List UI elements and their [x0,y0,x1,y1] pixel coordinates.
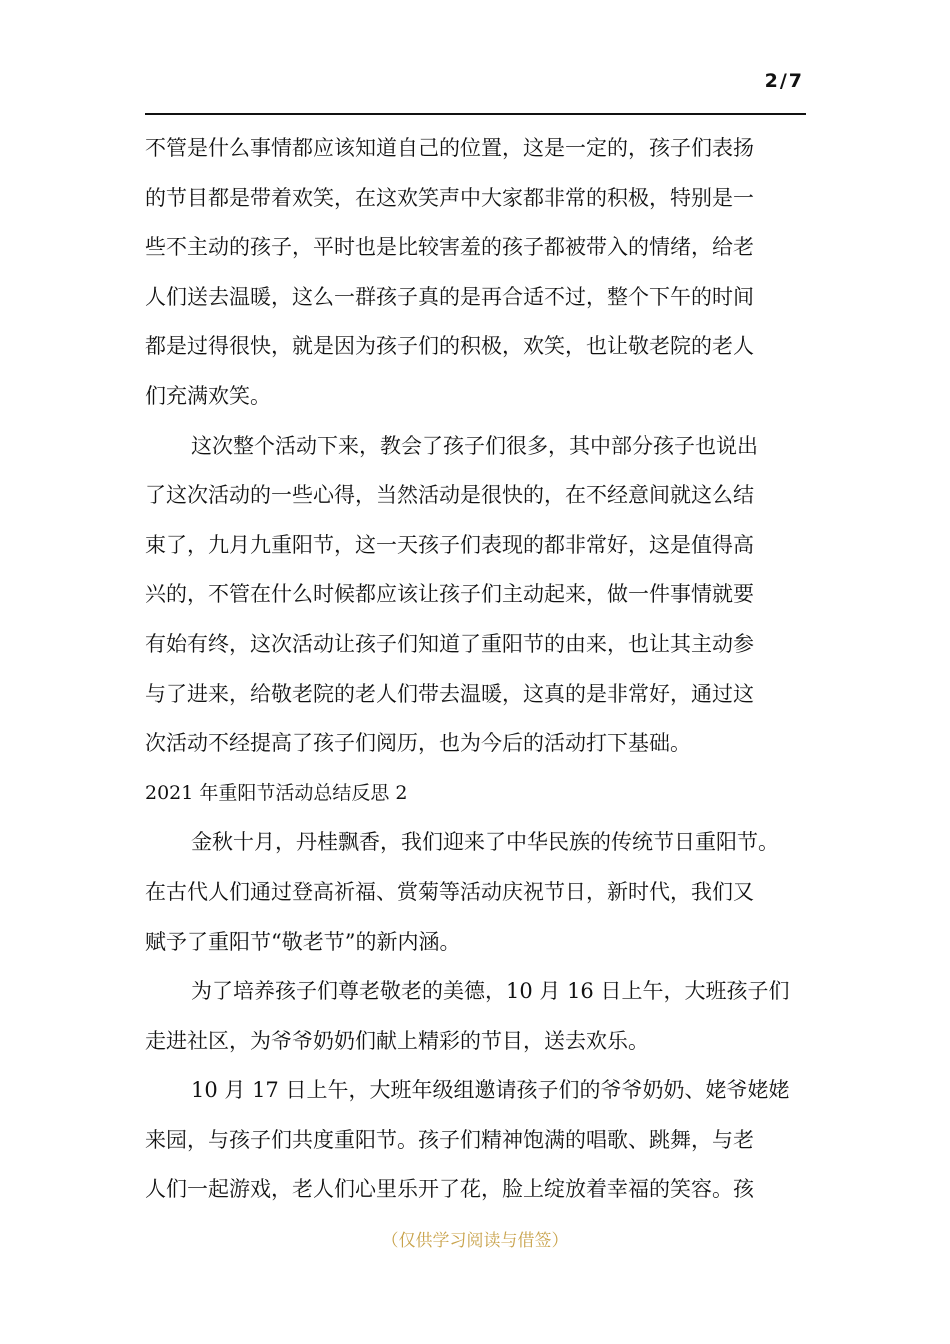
document-body [145,124,807,1215]
text-line: 人们送去温暖，这么一群孩子真的是再合适不过，整个下午的时间 [145,284,754,309]
text-line: 的节目都是带着欢笑，在这欢笑声中大家都非常的积极，特别是一 [145,185,754,210]
text-line: 赋予了重阳节“敬老节”的新内涵。 [145,929,461,954]
text-line: 不管是什么事情都应该知道自己的位置，这是一定的，孩子们表扬 [145,136,754,160]
text-line: 人们一起游戏，老人们心里乐开了花，脸上绽放着幸福的笑容。孩 [145,1177,754,1202]
text-line: 10 月 17 日上午，大班年级组邀请孩子们的爷爷奶奶、姥爷姥姥 [191,1078,790,1103]
section-heading: 2021 年重阳节活动总结反思 2 [145,781,408,804]
text-line: 次活动不经提高了孩子们阅历，也为今后的活动打下基础。 [145,731,691,756]
header-rule [145,113,806,115]
page-number: 2/7 [764,70,804,92]
text-line: 走进社区，为爷爷奶奶们献上精彩的节目，送去欢乐。 [145,1028,649,1053]
text-line: 有始有终，这次活动让孩子们知道了重阳节的由来，也让其主动参 [145,631,754,656]
text-line: 与了进来，给敬老院的老人们带去温暖，这真的是非常好，通过这 [145,681,754,706]
text-line: 这次整个活动下来，教会了孩子们很多，其中部分孩子也说出 [191,433,758,458]
text-line: 兴的，不管在什么时候都应该让孩子们主动起来，做一件事情就要 [145,582,754,607]
text-line: 束了，九月九重阳节，这一天孩子们表现的都非常好，这是值得高 [145,532,754,557]
text-line: 来园，与孩子们共度重阳节。孩子们精神饱满的唱歌、跳舞，与老 [145,1127,754,1152]
text-line: 了这次活动的一些心得，当然活动是很快的，在不经意间就这么结 [145,483,754,508]
text-line: 些不主动的孩子，平时也是比较害羞的孩子都被带入的情绪，给老 [145,235,754,260]
footer-note: （仅供学习阅读与借签） [381,1231,569,1251]
text-line: 金秋十月，丹桂飘香，我们迎来了中华民族的传统节日重阳节。 [191,830,779,855]
text-line: 在古代人们通过登高祈福、赏菊等活动庆祝节日，新时代，我们又 [145,879,754,904]
text-line: 为了培养孩子们尊老敬老的美德，10 月 16 日上午，大班孩子们 [191,979,790,1004]
text-line: 都是过得很快，就是因为孩子们的积极，欢笑，也让敬老院的老人 [145,334,754,359]
text-line: 们充满欢笑。 [145,383,271,408]
